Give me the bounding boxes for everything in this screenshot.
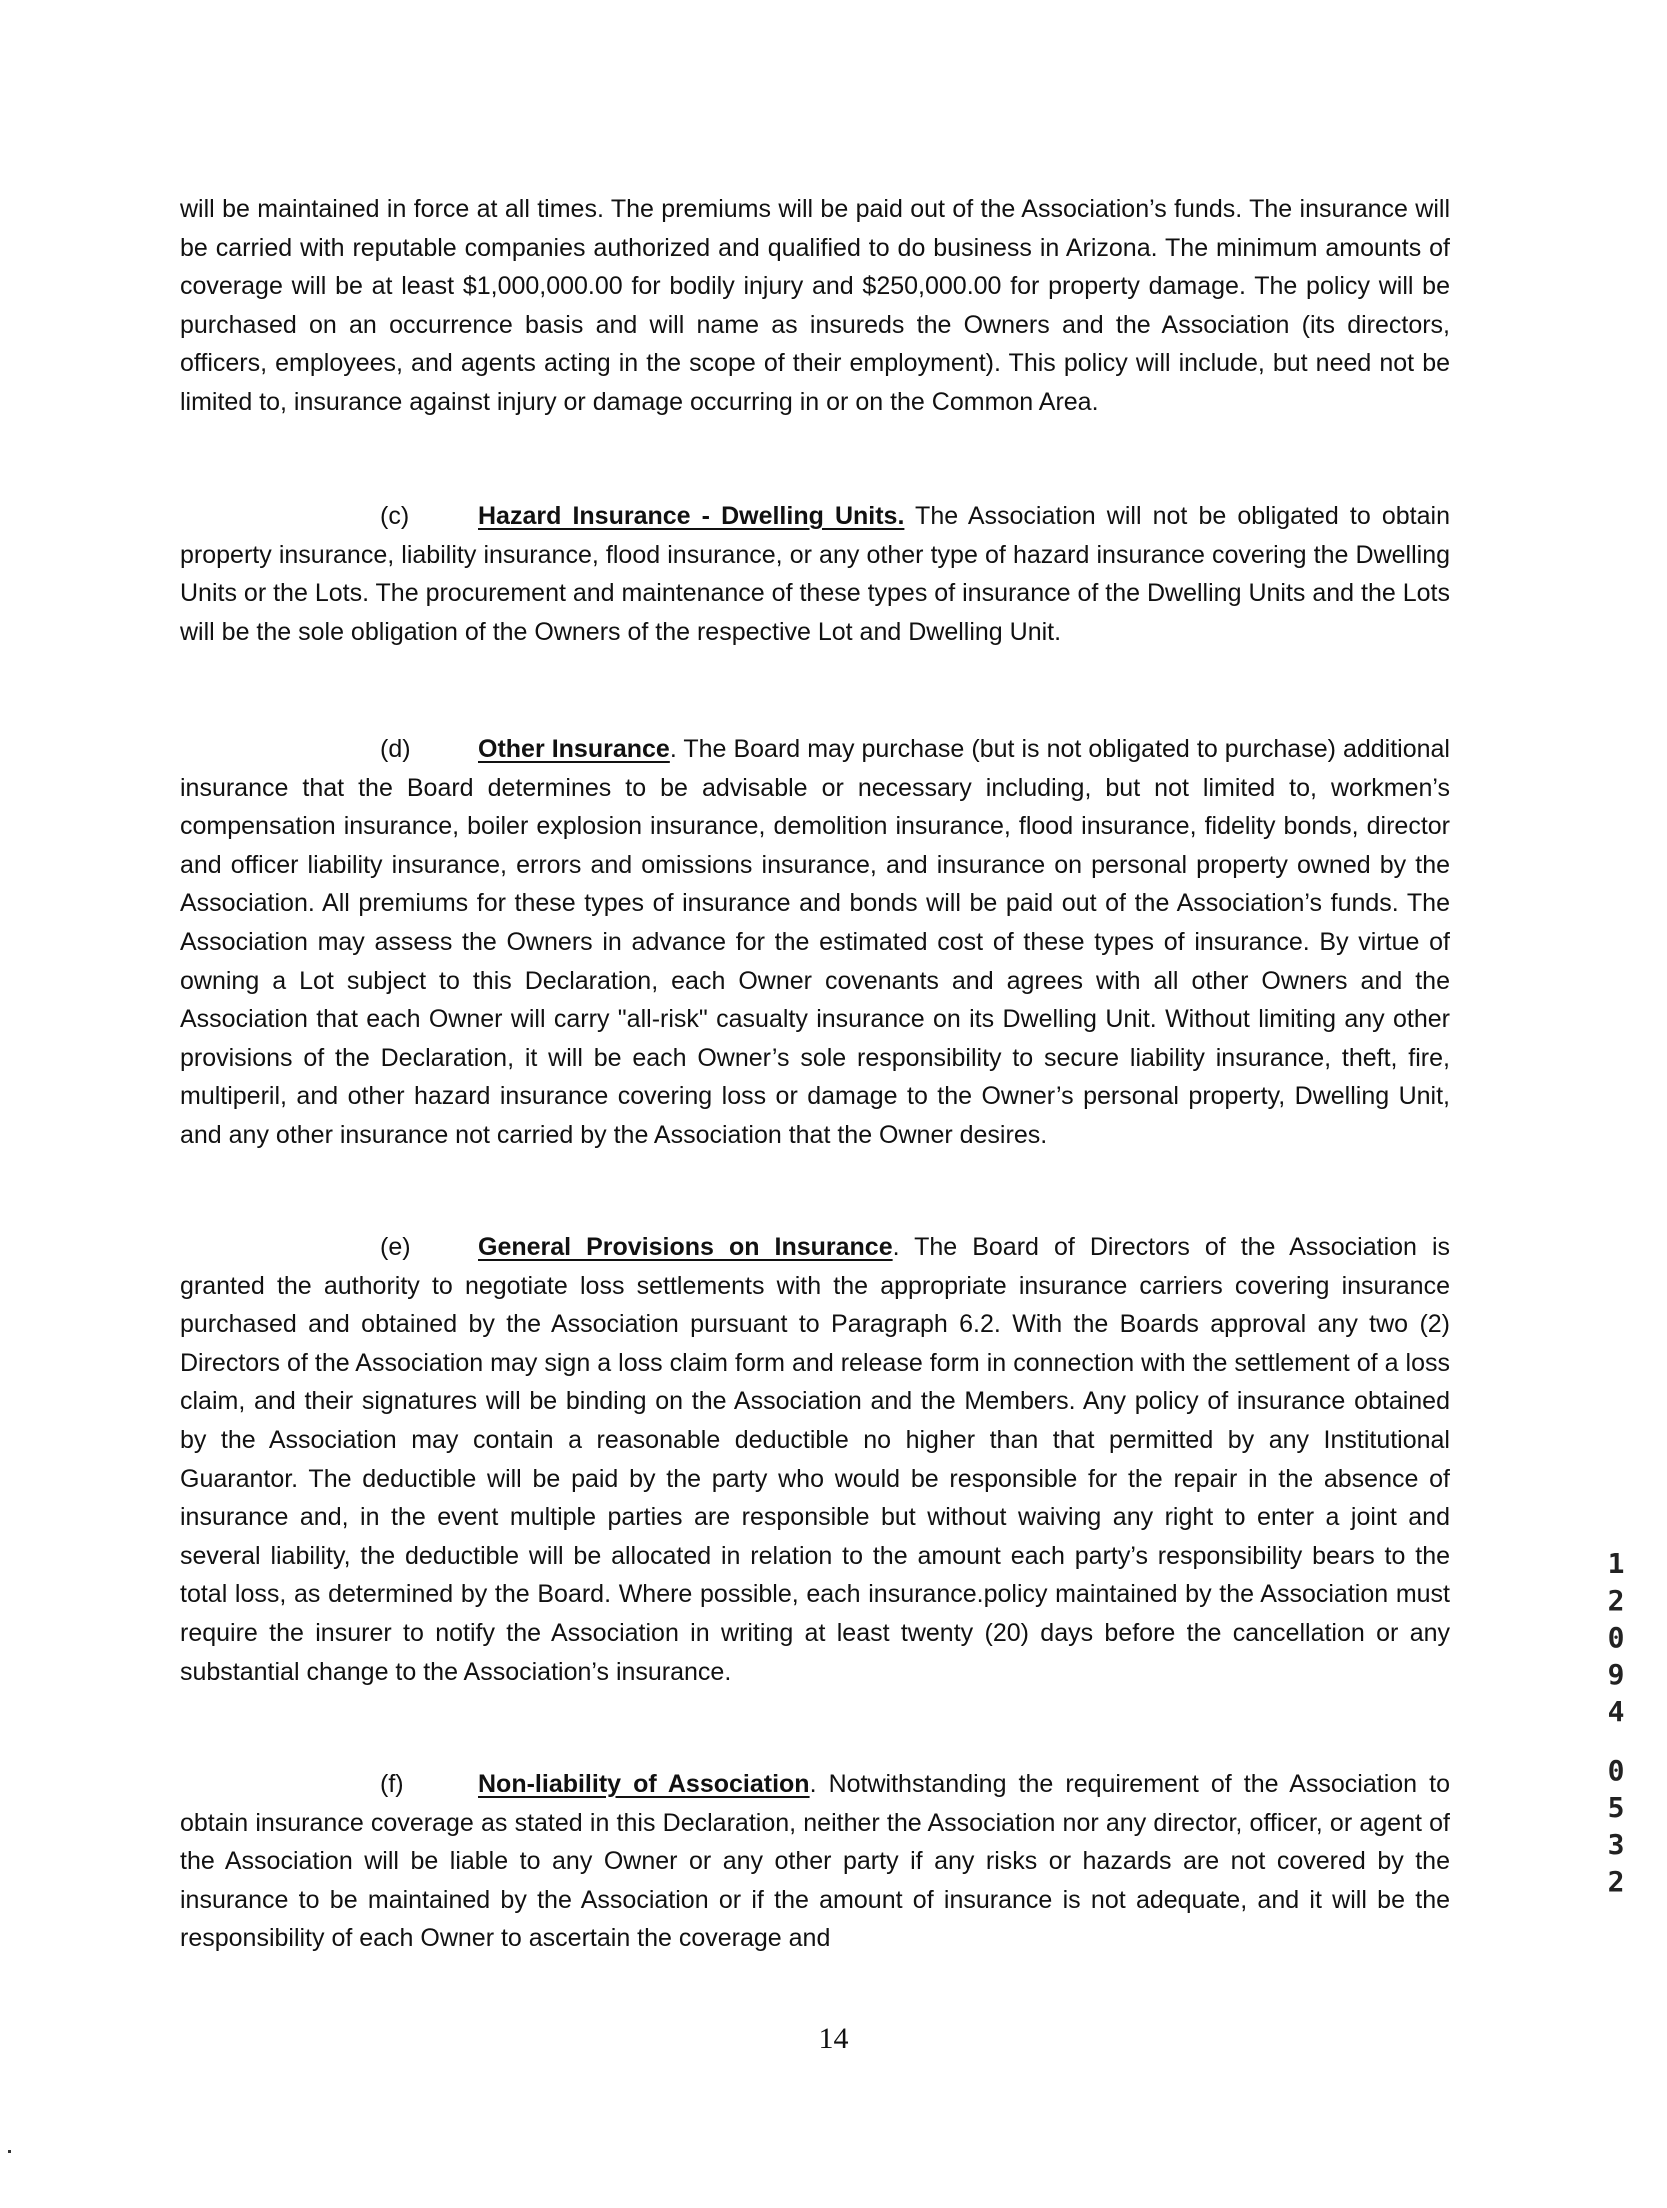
section-c-label: (c) (380, 502, 410, 530)
section-f-paragraph (180, 1765, 1450, 1958)
stamp-digit: 4 (1607, 1695, 1625, 1728)
stamp-digit: 2 (1607, 1865, 1625, 1898)
scan-artifact-dot (8, 2150, 11, 2153)
section-e-paragraph (180, 1228, 1450, 1691)
section-e-text: . The Board of Directors of the Association is granted the authority to negotiate loss settlements with the appropriate insurance carriers covering insurance purchased and obtained by the Association pursuant to Paragraph 6.2. With the Boards approval any two (2) Directors of the Association may sign a loss claim form and release form in connection with the settlement of a loss claim, and their signatures will be binding on the Association and the Members. Any policy of insurance obtained by the Association may contain a reasonable deductible no higher than that permitted by any Institutional Guarantor. The deductible will be paid by the party who would be responsible for the repair in the absence of insurance and, in the event multiple parties are responsible but without waiving any right to enter a joint and several liability, the deductible will be allocated in relation to the amount each party’s responsibility bears to the total loss, as determined by the Board. Where possible, each insurance.policy maintained by the Association must require the insurer to notify the Association in writing at least twenty (20) days before the cancellation or any substantial change to the Association’s insurance. (180, 1233, 1451, 1686)
stamp-digit: 1 (1607, 1547, 1625, 1580)
section-e-heading: General Provisions on Insurance (478, 1233, 893, 1261)
page-number: 14 (818, 2022, 849, 2055)
section-c-text: The Association will not be obligated to obtain property insurance, liability insurance, flood insurance, or any other type of hazard insurance covering the Dwelling Units or the Lots. The procurement and maintenance of these types of insurance of the Dwelling Units and the Lots will be the sole obligation of the Owners of the respective Lot and Dwelling Unit. (180, 502, 1450, 646)
stamp-digit: 5 (1607, 1791, 1625, 1824)
section-d-text: . The Board may purchase (but is not obligated to purchase) additional insurance that the Board determines to be advisable or necessary including, but not limited to, workmen’s compensation insurance, boiler explosion insurance, demolition insurance, flood insurance, fidelity bonds, director and officer liability insurance, errors and omissions insurance, and insurance on personal property owned by the Association. All premiums for these types of insurance and bonds will be paid out of the Association’s funds. The Association may assess the Owners in advance for the estimated cost of these types of insurance. By virtue of owning a Lot subject to this Declaration, each Owner covenants and agrees with all other Owners and the Association that each Owner will carry "all-risk" casualty insurance on its Dwelling Unit. Without limiting any other provisions of the Declaration, it will be each Owner’s sole responsibility to secure liability insurance, theft, fire, multiperil, and other hazard insurance covering loss or damage to the Owner’s personal property, Dwelling Unit, and any other insurance not carried by the Association that the Owner desires. (180, 735, 1450, 1149)
section-e-label: (e) (380, 1233, 411, 1261)
section-f-heading: Non-liability of Association (478, 1770, 810, 1798)
section-f-label: (f) (380, 1770, 404, 1798)
recording-number-stamp (1596, 1545, 1636, 1900)
section-c-heading: Hazard Insurance - Dwelling Units. (478, 502, 905, 530)
stamp-digit: 0 (1607, 1754, 1625, 1787)
stamp-digit: 3 (1607, 1828, 1625, 1861)
section-c-paragraph (180, 497, 1450, 651)
stamp-digit: 2 (1607, 1584, 1625, 1617)
stamp-digit: 0 (1607, 1621, 1625, 1654)
section-f-text: . Notwithstanding the requirement of the Association to obtain insurance coverage as stated in this Declaration, neither the Association nor any director, officer, or agent of the Association will be liable to any Owner or any other party if any risks or hazards are not covered by the insurance to be maintained by the Association or if the amount of insurance is not adequate, and it will be the responsibility of each Owner to ascertain the coverage and (180, 1770, 1450, 1953)
stamp-gap (1596, 1730, 1636, 1752)
intro-paragraph: will be maintained in force at all times. The premiums will be paid out of the Association’s funds. The insurance will be carried with reputable companies authorized and qualified to do business in Arizona. The minimum amounts of coverage will be at least $1,000,000.00 for bodily injury and $250,000.00 for property damage. The policy will be purchased on an occurrence basis and will name as insureds the Owners and the Association (its directors, officers, employees, and agents acting in the scope of their employment). This policy will include, but need not be limited to, insurance against injury or damage occurring in or on the Common Area. (180, 195, 1450, 416)
stamp-digit: 9 (1607, 1658, 1625, 1691)
section-d-label: (d) (380, 735, 411, 763)
section-d-heading: Other Insurance (478, 735, 670, 763)
section-d-paragraph (180, 730, 1450, 1155)
